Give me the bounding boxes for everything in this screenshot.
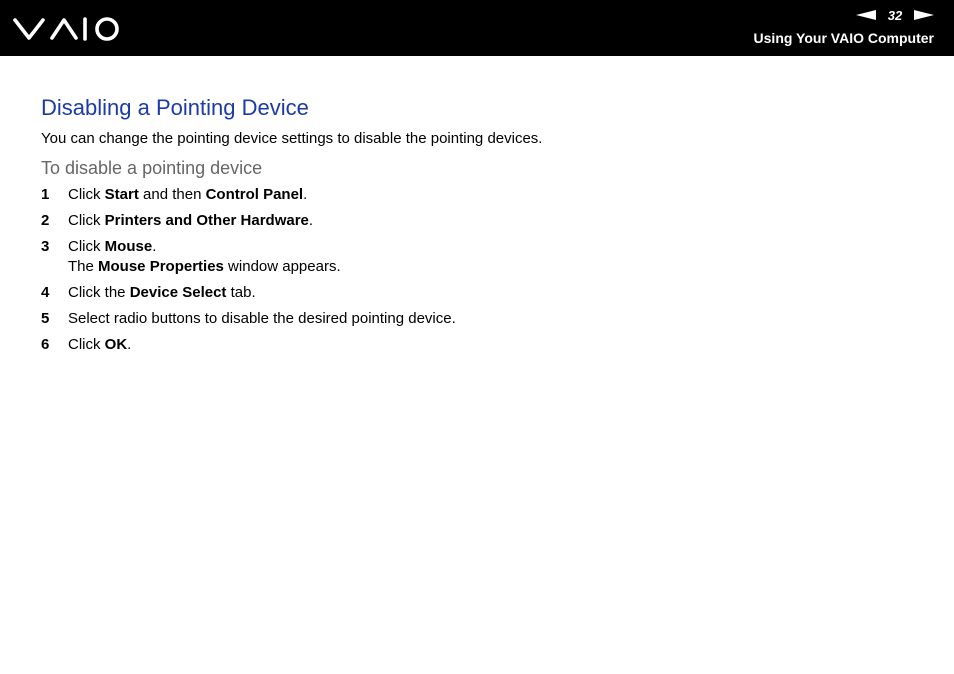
- triangle-left-icon[interactable]: [856, 10, 876, 20]
- steps-list: [41, 185, 921, 355]
- step-text: .: [303, 186, 308, 203]
- ui-term-device-select: Device Select: [129, 284, 227, 301]
- step-number: 5: [41, 310, 50, 327]
- step-text: and then: [138, 186, 206, 203]
- ui-term-mouse-properties: Mouse Properties: [98, 258, 224, 275]
- page-navigation: [856, 7, 934, 23]
- step-2: [41, 211, 921, 231]
- page-number: 32: [887, 7, 903, 23]
- ui-term-control-panel: Control Panel: [205, 186, 304, 203]
- step-text: Click: [68, 238, 105, 255]
- triangle-right-icon[interactable]: [914, 10, 934, 20]
- vaio-logo: [12, 14, 122, 44]
- step-text: .: [127, 336, 132, 353]
- step-3: [41, 237, 921, 277]
- step-text: Click: [68, 186, 105, 203]
- ui-term-printers-and-other-hardware: Printers and Other Hardware: [104, 212, 309, 229]
- page-title: Disabling a Pointing Device: [41, 95, 309, 120]
- step-text: Click: [68, 212, 105, 229]
- ui-term-mouse: Mouse: [104, 238, 153, 255]
- step-text: Select radio buttons to disable the desired pointing device.: [68, 310, 456, 327]
- step-6: [41, 335, 921, 355]
- ui-term-ok: OK: [104, 336, 128, 353]
- step-number: 6: [41, 336, 50, 353]
- step-text: .: [152, 238, 157, 255]
- main-content: [41, 94, 921, 361]
- procedure-heading: To disable a pointing device: [41, 158, 263, 178]
- step-number: 2: [41, 212, 50, 229]
- step-text: tab.: [226, 284, 256, 301]
- intro-text: You can change the pointing device settings to disable the pointing devices.: [41, 130, 543, 147]
- step-5: [41, 309, 921, 329]
- step-number: 1: [41, 186, 50, 203]
- step-text: Click the: [68, 284, 130, 301]
- step-text: .: [308, 212, 314, 229]
- section-title: Using Your VAIO Computer: [753, 30, 934, 46]
- step-1: [41, 185, 921, 205]
- step-4: [41, 283, 921, 303]
- ui-term-start: Start: [104, 186, 139, 203]
- step-number: 4: [41, 284, 50, 301]
- step-number: 3: [41, 238, 50, 255]
- header-bar: [0, 0, 954, 56]
- step-note-text: window appears.: [223, 258, 341, 275]
- step-note-text: The: [68, 258, 99, 275]
- step-text: Click: [68, 336, 105, 353]
